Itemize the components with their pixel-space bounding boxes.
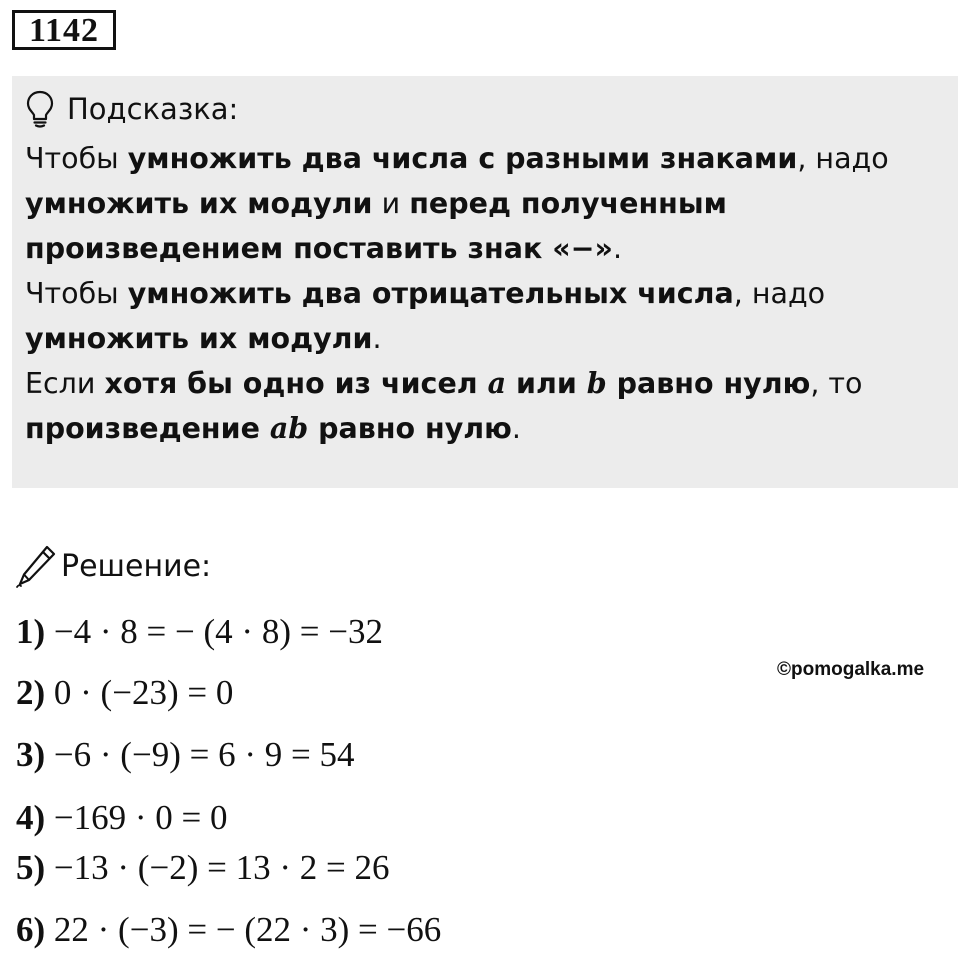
hint-text-segment: произведение [25,412,270,445]
hint-paragraph [25,271,946,361]
hint-text-segment: умножить два числа с разными знаками [127,142,798,175]
hint-text-segment: Чтобы [25,142,128,175]
math-variable: a [487,366,507,400]
pencil-icon [15,543,57,589]
solution-line [16,848,389,888]
line-expression: −13 · (−2) = 13 · 2 = 26 [53,848,390,887]
hint-text-segment: , надо [797,142,889,175]
hint-header [25,86,946,132]
line-expression: 0 · (−23) = 0 [53,673,234,712]
watermark: ©pomogalka.me [777,659,925,680]
hint-text-segment: хотя бы одно из чисел [104,367,488,400]
solution-line [16,798,228,838]
solution-line [16,910,441,950]
math-variable: b [586,366,607,400]
hint-text-segment: . [511,412,521,445]
hint-text-segment: или [506,367,587,400]
hint-text-segment: , то [810,367,863,400]
line-index: 4) [16,798,46,837]
hint-text-segment: умножить два отрицательных числа [127,277,734,310]
hint-text-segment: . [372,322,382,355]
hint-text-segment: Чтобы [25,277,128,310]
line-index: 3) [16,735,46,774]
solution-title: Решение: [61,548,212,584]
hint-paragraph [25,361,946,451]
line-expression: 22 · (−3) = − (22 · 3) = −66 [53,910,442,949]
solution-header [15,538,211,594]
line-index: 5) [16,848,46,887]
solution-line [16,673,233,713]
hint-text-segment: . [612,232,623,265]
lightbulb-icon [25,90,55,128]
hint-text-segment: и [372,187,410,220]
hint-text-segment: Если [25,367,105,400]
problem-number: 1142 [12,10,116,50]
hint-box [12,76,958,488]
hint-text-segment: равно нулю [606,367,811,400]
solution-line [16,735,354,775]
line-expression: −6 · (−9) = 6 · 9 = 54 [53,735,355,774]
hint-paragraph [25,136,946,271]
line-index: 1) [16,612,46,651]
line-expression: −169 · 0 = 0 [53,798,228,837]
hint-text-segment: перед полученным произведением поставить знак «−» [25,187,727,265]
hint-text-segment: умножить их модули [25,322,373,355]
solution-line [16,612,383,652]
hint-text [25,136,946,451]
math-variable: ab [269,411,309,445]
line-expression: −4 · 8 = − (4 · 8) = −32 [53,612,383,651]
hint-text-segment: умножить их модули [25,187,373,220]
hint-text-segment: , надо [733,277,826,310]
hint-title: Подсказка: [67,92,239,126]
hint-text-segment: равно нулю [308,412,512,445]
line-index: 2) [16,673,46,712]
line-index: 6) [16,910,46,949]
